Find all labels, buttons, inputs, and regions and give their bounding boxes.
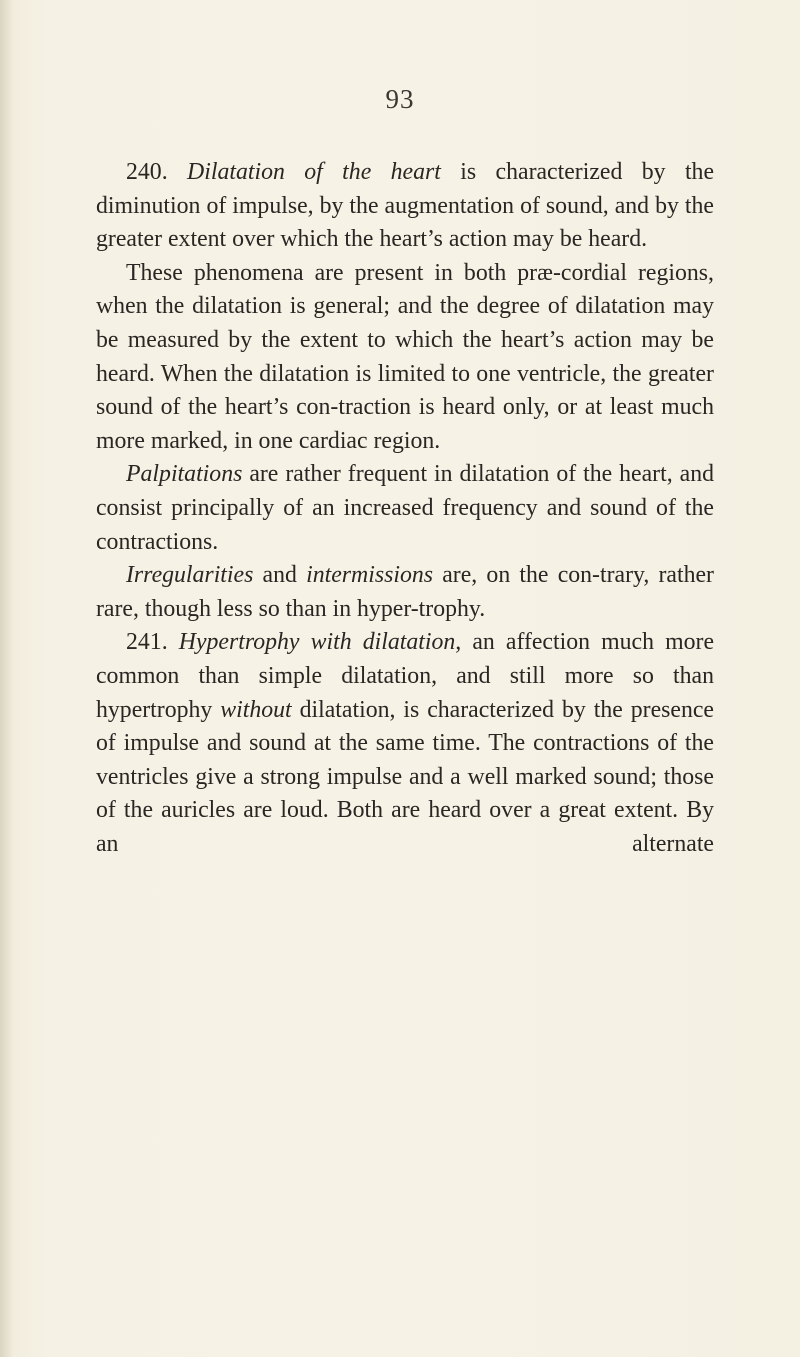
text-run: These phenomena are present in both præ-cordial regions, when the dilatation is general; and the degree of dilatation may be measured by the extent to which the heart’s action may be heard. When the dilatation is limited to one ventricle, the greater sound of the heart’s con-traction is heard only, or at least much more marked, in one cardiac region. — [96, 259, 714, 454]
text-run: and — [253, 562, 307, 589]
italic-run: Irregularities — [126, 562, 254, 589]
italic-run: Hypertrophy with dilatation, — [178, 629, 462, 656]
italic-run: without — [220, 696, 292, 723]
paragraph-240 — [96, 156, 714, 257]
paragraph-palpitations — [96, 458, 714, 559]
text-run: is characterized by the diminution of impulse, by the augmentation of sound, and by the greater extent over which the heart’s action may be heard. — [96, 159, 715, 253]
text-run: 240. — [126, 159, 188, 185]
page-number: 93 — [385, 84, 415, 114]
text-run: are rather frequent in dilatation of the heart, and consist principally of an increased frequency and sound of the contractions. — [96, 461, 714, 555]
paragraph-241 — [96, 626, 714, 861]
paragraph-phenomena — [96, 257, 714, 459]
text-run: are, on the con-trary, rather rare, though less so than in hyper-trophy. — [96, 562, 714, 622]
gutter-shadow — [0, 0, 14, 1357]
text-run: 241. — [126, 629, 179, 656]
paragraph-irregularities — [96, 559, 714, 626]
italic-run: Palpitations — [126, 461, 243, 488]
text-run: an affection much more common than simple dilatation, and still more so than hypertrophy — [96, 629, 715, 723]
italic-run: Dilatation of the heart — [187, 159, 441, 185]
text-run: dilatation, is characterized by the presence of impulse and sound at the same time. The contractions of the ventricles give a strong impulse and a well marked sound; those of the auricles are loud. Both are heard over a great extent. By an alternate — [96, 696, 714, 857]
body-text — [96, 156, 714, 861]
italic-run: intermissions — [306, 562, 434, 589]
